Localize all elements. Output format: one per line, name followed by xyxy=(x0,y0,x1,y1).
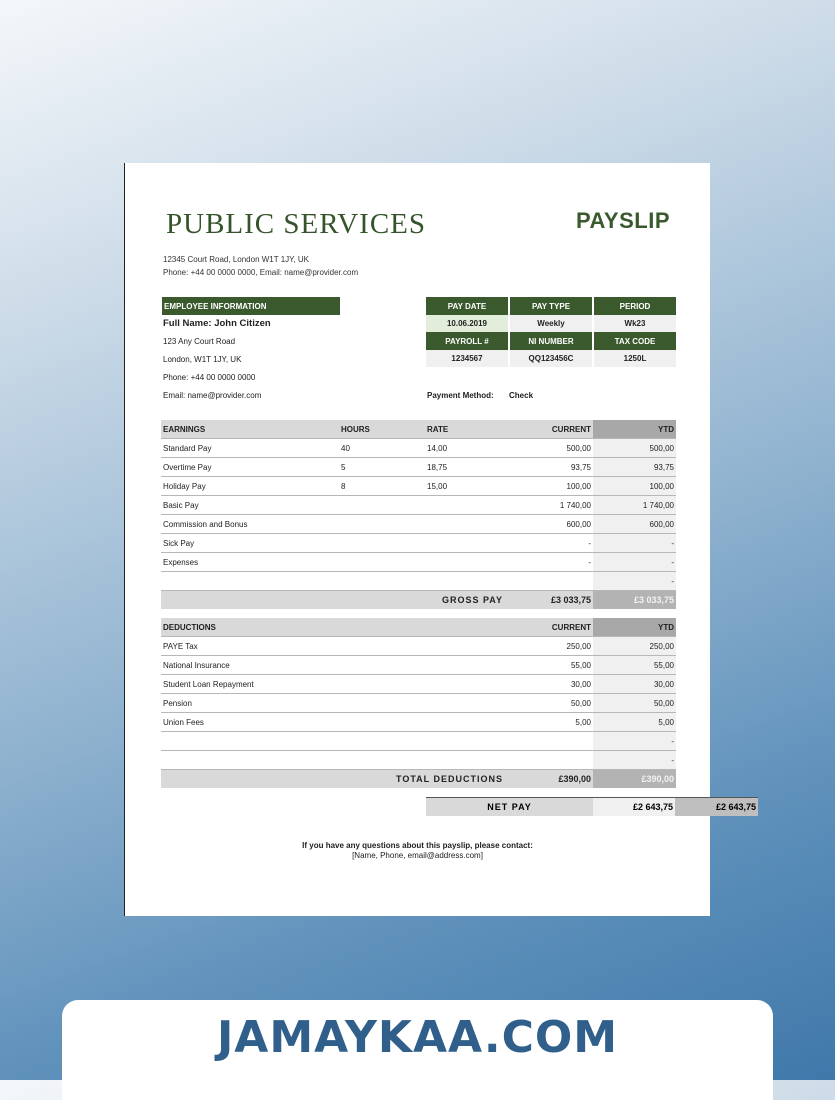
table-row xyxy=(161,675,676,694)
deduction-item: Student Loan Repayment xyxy=(161,675,511,694)
earnings-table xyxy=(161,420,676,609)
company-contact: Phone: +44 00 0000 0000, Email: name@provider.com xyxy=(163,268,359,277)
earning-hours xyxy=(339,534,425,553)
earning-item: Expenses xyxy=(161,553,339,572)
table-row xyxy=(161,458,676,477)
deduction-ytd: 30,00 xyxy=(593,675,676,694)
payslip-sheet xyxy=(125,163,756,916)
earning-current: - xyxy=(511,553,593,572)
earnings-col-ytd: YTD xyxy=(593,420,676,439)
tax-code-value: 1250L xyxy=(594,350,676,367)
deduction-ytd: 250,00 xyxy=(593,637,676,656)
company-address: 12345 Court Road, London W1T 1JY, UK xyxy=(163,255,310,264)
earning-rate: 18,75 xyxy=(425,458,511,477)
table-row xyxy=(161,534,676,553)
earning-item: Sick Pay xyxy=(161,534,339,553)
pay-date-label: PAY DATE xyxy=(426,297,508,315)
footer-line1: If you have any questions about this payslip, please contact: xyxy=(302,841,533,850)
deduction-current: 55,00 xyxy=(511,656,593,675)
watermark-banner xyxy=(62,1000,773,1100)
deduction-current xyxy=(511,751,593,770)
payment-method-value: Check xyxy=(509,391,534,400)
earning-current: 600,00 xyxy=(511,515,593,534)
earning-hours xyxy=(339,572,425,591)
earning-current: 1 740,00 xyxy=(511,496,593,515)
gross-pay-ytd: £3 033,75 xyxy=(593,591,676,610)
table-row xyxy=(161,496,676,515)
pay-type-value: Weekly xyxy=(510,315,592,332)
earning-current: 500,00 xyxy=(511,439,593,458)
payroll-value: 1234567 xyxy=(426,350,508,367)
earning-hours: 8 xyxy=(339,477,425,496)
earning-rate xyxy=(425,572,511,591)
table-row xyxy=(161,732,676,751)
footer-line2: [Name, Phone, email@address.com] xyxy=(352,851,483,860)
deduction-item xyxy=(161,751,511,770)
earning-ytd: - xyxy=(593,553,676,572)
deduction-item: Pension xyxy=(161,694,511,713)
deduction-item: Union Fees xyxy=(161,713,511,732)
earning-ytd: - xyxy=(593,534,676,553)
net-pay-ytd: £2 643,75 xyxy=(675,797,758,816)
earning-current: - xyxy=(511,534,593,553)
earning-item: Basic Pay xyxy=(161,496,339,515)
earning-rate: 15,00 xyxy=(425,477,511,496)
deductions-table xyxy=(161,618,676,788)
total-deductions-row xyxy=(161,770,676,789)
gross-pay-current: £3 033,75 xyxy=(511,591,593,610)
earning-rate xyxy=(425,534,511,553)
deduction-ytd: 50,00 xyxy=(593,694,676,713)
payroll-label: PAYROLL # xyxy=(426,332,508,350)
deduction-current: 50,00 xyxy=(511,694,593,713)
ni-number-value: QQ123456C xyxy=(510,350,592,367)
banner-text: JAMAYKAA.COM xyxy=(216,1012,619,1063)
earning-item: Overtime Pay xyxy=(161,458,339,477)
earning-item: Holiday Pay xyxy=(161,477,339,496)
table-row xyxy=(161,694,676,713)
earning-hours: 5 xyxy=(339,458,425,477)
earning-current: 93,75 xyxy=(511,458,593,477)
earning-rate xyxy=(425,553,511,572)
earning-hours xyxy=(339,496,425,515)
deduction-ytd: 5,00 xyxy=(593,713,676,732)
deduction-current: 30,00 xyxy=(511,675,593,694)
earning-ytd: 100,00 xyxy=(593,477,676,496)
pay-date-value: 10.06.2019 xyxy=(426,315,508,332)
table-row xyxy=(161,515,676,534)
deductions-col-ytd: YTD xyxy=(593,618,676,637)
deduction-item xyxy=(161,732,511,751)
employee-phone: Phone: +44 00 0000 0000 xyxy=(163,373,256,382)
deduction-item: PAYE Tax xyxy=(161,637,511,656)
total-deductions-current: £390,00 xyxy=(511,770,593,789)
earnings-col-hours: HOURS xyxy=(339,420,425,439)
tax-code-label: TAX CODE xyxy=(594,332,676,350)
period-value: Wk23 xyxy=(594,315,676,332)
table-row xyxy=(161,572,676,591)
gross-pay-row xyxy=(161,591,676,610)
deduction-current xyxy=(511,732,593,751)
net-pay-current: £2 643,75 xyxy=(593,797,675,816)
earnings-header-row xyxy=(161,420,676,439)
employee-address-line1: 123 Any Court Road xyxy=(163,337,236,346)
table-row xyxy=(161,751,676,770)
earning-rate xyxy=(425,496,511,515)
table-row xyxy=(161,553,676,572)
table-row xyxy=(161,637,676,656)
employee-address-line2: London, W1T 1JY, UK xyxy=(163,355,242,364)
table-row xyxy=(161,477,676,496)
earnings-col-item: EARNINGS xyxy=(161,420,339,439)
earning-ytd: 500,00 xyxy=(593,439,676,458)
earning-item: Standard Pay xyxy=(161,439,339,458)
earning-current xyxy=(511,572,593,591)
earning-ytd: 1 740,00 xyxy=(593,496,676,515)
earning-ytd: 600,00 xyxy=(593,515,676,534)
earning-hours xyxy=(339,553,425,572)
contact-footer xyxy=(125,841,710,861)
earning-item: Commission and Bonus xyxy=(161,515,339,534)
employee-full-name: Full Name: John Citizen xyxy=(163,318,271,329)
document-title: PAYSLIP xyxy=(576,208,670,233)
period-label: PERIOD xyxy=(594,297,676,315)
earning-rate: 14,00 xyxy=(425,439,511,458)
earning-ytd: - xyxy=(593,572,676,591)
net-pay-label: NET PAY xyxy=(426,797,593,816)
table-row xyxy=(161,713,676,732)
earning-current: 100,00 xyxy=(511,477,593,496)
deductions-col-item: DEDUCTIONS xyxy=(161,618,511,637)
payment-method-label: Payment Method: xyxy=(427,391,494,400)
total-deductions-ytd: £390,00 xyxy=(593,770,676,789)
earnings-col-rate: RATE xyxy=(425,420,511,439)
total-deductions-label: TOTAL DEDUCTIONS xyxy=(161,770,511,789)
table-row xyxy=(161,439,676,458)
employee-info-header: EMPLOYEE INFORMATION xyxy=(162,297,340,315)
company-name: PUBLIC SERVICES xyxy=(166,208,427,240)
ni-number-label: NI NUMBER xyxy=(510,332,592,350)
pay-type-label: PAY TYPE xyxy=(510,297,592,315)
deduction-ytd: 55,00 xyxy=(593,656,676,675)
deductions-col-current: CURRENT xyxy=(511,618,593,637)
earnings-col-current: CURRENT xyxy=(511,420,593,439)
deduction-current: 5,00 xyxy=(511,713,593,732)
deduction-current: 250,00 xyxy=(511,637,593,656)
deduction-ytd: - xyxy=(593,751,676,770)
gross-pay-label: GROSS PAY xyxy=(161,591,511,610)
earning-hours xyxy=(339,515,425,534)
net-pay-row xyxy=(426,797,758,816)
earning-rate xyxy=(425,515,511,534)
employee-email: Email: name@provider.com xyxy=(163,391,262,400)
deduction-ytd: - xyxy=(593,732,676,751)
deduction-item: National Insurance xyxy=(161,656,511,675)
earning-ytd: 93,75 xyxy=(593,458,676,477)
table-row xyxy=(161,656,676,675)
earning-hours: 40 xyxy=(339,439,425,458)
deductions-header-row xyxy=(161,618,676,637)
earning-item xyxy=(161,572,339,591)
